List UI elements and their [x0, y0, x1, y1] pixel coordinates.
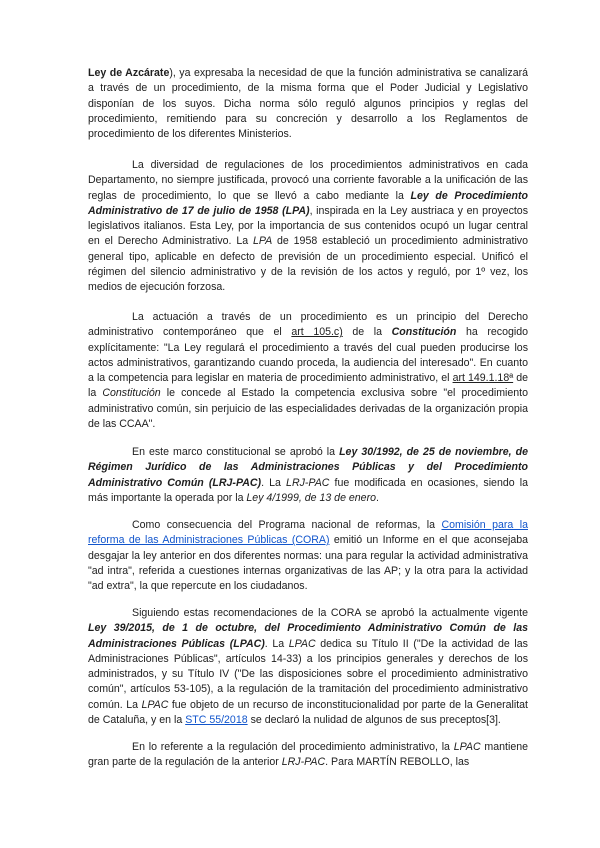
paragraph-text: . Para MARTÍN REBOLLO, las: [325, 756, 470, 769]
paragraph-text: de la: [88, 372, 528, 400]
paragraph-text: Siguiendo estas recomendaciones de la CORA se aprobó la actualmente vigente: [132, 607, 528, 619]
paragraph-text: de la: [342, 326, 392, 339]
law-abbrev: LPAC: [453, 741, 481, 753]
law-name: Ley 4/1999, de 13 de enero: [246, 491, 376, 504]
cora-link[interactable]: Comisión para la reforma de las Administraciones Públicas (CORA): [88, 519, 528, 547]
law-abbrev: LRJ-PAC: [281, 756, 326, 769]
law-name: Ley 39/2015, de 1 de octubre, del Procedimiento Administrativo Común de las Administraciones Públicas (LPAC): [88, 622, 528, 650]
law-abbrev: LPAC: [288, 637, 316, 650]
article-link[interactable]: art 149.1.18ª: [452, 372, 514, 385]
paragraph-text: ha recogido explícitamente: "La Ley regulará el procedimiento a través del cual pueden producirse los actos administrativos, garantizando cuando proceda, la audiencia del interesado". En cuanto a la competencia para legislar en materia de procedimiento administrativo, el: [88, 326, 529, 385]
paragraph-text: fue objeto de un recurso de inconstitucionalidad por parte de la Generalitat de Cataluña, y en la: [88, 698, 528, 727]
paragraph-4: [88, 445, 528, 506]
paragraph-text: fue modificada en ocasiones, siendo la más importante la operada por la: [88, 476, 528, 504]
law-abbrev: LPAC: [141, 698, 169, 711]
paragraph-text: En lo referente a la regulación del procedimiento administrativo, la: [132, 741, 454, 753]
law-name: Ley 30/1992, de 25 de noviembre, de Régimen Jurídico de las Administraciones Públicas y del Procedimiento Administrativo Común (LRJ-PAC): [88, 446, 528, 489]
law-abbrev: LPA: [252, 235, 273, 248]
law-name: Ley de Procedimiento Administrativo de 17 de julio de 1958 (LPA): [88, 189, 528, 217]
constitution-ref: Constitución: [391, 326, 457, 339]
paragraph-text: Como consecuencia del Programa nacional de reformas, la: [132, 519, 442, 531]
paragraph-7: [88, 740, 528, 771]
paragraph-5: [88, 518, 528, 594]
paragraph-text: le concede al Estado la competencia exclusiva sobre "el procedimiento administrativo común, sin perjuicio de las especialidades derivadas de la organización propia de las CCAA".: [88, 387, 528, 431]
paragraph-text: La diversidad de regulaciones de los procedimientos administrativos en cada Departamento, no siempre justificada, provocó una corriente favorable a la unificación de las reglas de procedimiento, lo que se llevó a cabo mediante la: [88, 159, 528, 202]
constitution-ref: Constitución: [102, 387, 161, 400]
paragraph-text: En este marco constitucional se aprobó la: [132, 446, 340, 458]
paragraph-text: se declaró la nulidad de algunos de sus preceptos[3].: [247, 714, 501, 727]
paragraph-text: . La: [264, 637, 289, 650]
paragraph-text: , inspirada en la Ley austriaca y en proyectos legislativos italianos. Esta Ley, por la importancia de sus contenidos ocupó un lugar central en el Derecho Administrativo. La: [88, 204, 528, 248]
article-link[interactable]: art 105.c): [291, 326, 343, 339]
law-name: Ley de Azcárate: [88, 67, 170, 79]
stc-link[interactable]: STC 55/2018: [185, 714, 248, 727]
paragraph-text: dedica su Título II ("De la actividad de las Administraciones Públicas", artículos 14-33) a los principios generales y derechos de los administrados, y su Título IV ("De las disposiciones sobre el procedimiento administrativo común", artículos 53-105), a la regulación de la tramitación del procedimiento administrativo común. La: [88, 637, 528, 711]
paragraph-text: mantiene gran parte de la regulación de la anterior: [88, 741, 528, 769]
paragraph-3: [88, 310, 528, 432]
paragraph-text: de 1958 estableció un procedimiento administrativo general tipo, aplicable en defecto de previsión de un procedimiento especial. Unificó el régimen del silencio administrativo y de la revisión de los actos y reguló, por 1º vez, los medios de ejecución forzosa.: [88, 235, 528, 294]
paragraph-6: [88, 606, 528, 728]
paragraph-text: .: [376, 491, 379, 504]
paragraph-text: emitió un Informe en el que aconsejaba desgajar la ley anterior en dos diferentes normas: una para regular la actividad administrativa "ad intra", referida a cuestiones internas organizativas de las AP; y la otra para la actividad "ad extra", la que repercute en los ciudadanos.: [88, 534, 528, 593]
paragraph-text: . La: [261, 476, 287, 489]
paragraph-text: La actuación a través de un procedimiento es un principio del Derecho administrativo contemporáneo que el: [88, 311, 528, 339]
paragraph-1: [88, 66, 528, 142]
law-abbrev: LRJ-PAC: [286, 476, 330, 489]
paragraph-text: ), ya expresaba la necesidad de que la función administrativa se canalizará a través de un procedimiento, de la misma forma que el Poder Judicial y Legislativo disponían de los suyos. Dicha norma sólo reguló algunos principios y reglas del procedimiento, remitiendo para su concreción y desarrollo a los Reglamentos de procedimiento de los diferentes Ministerios.: [88, 67, 528, 141]
paragraph-2: [88, 158, 528, 296]
